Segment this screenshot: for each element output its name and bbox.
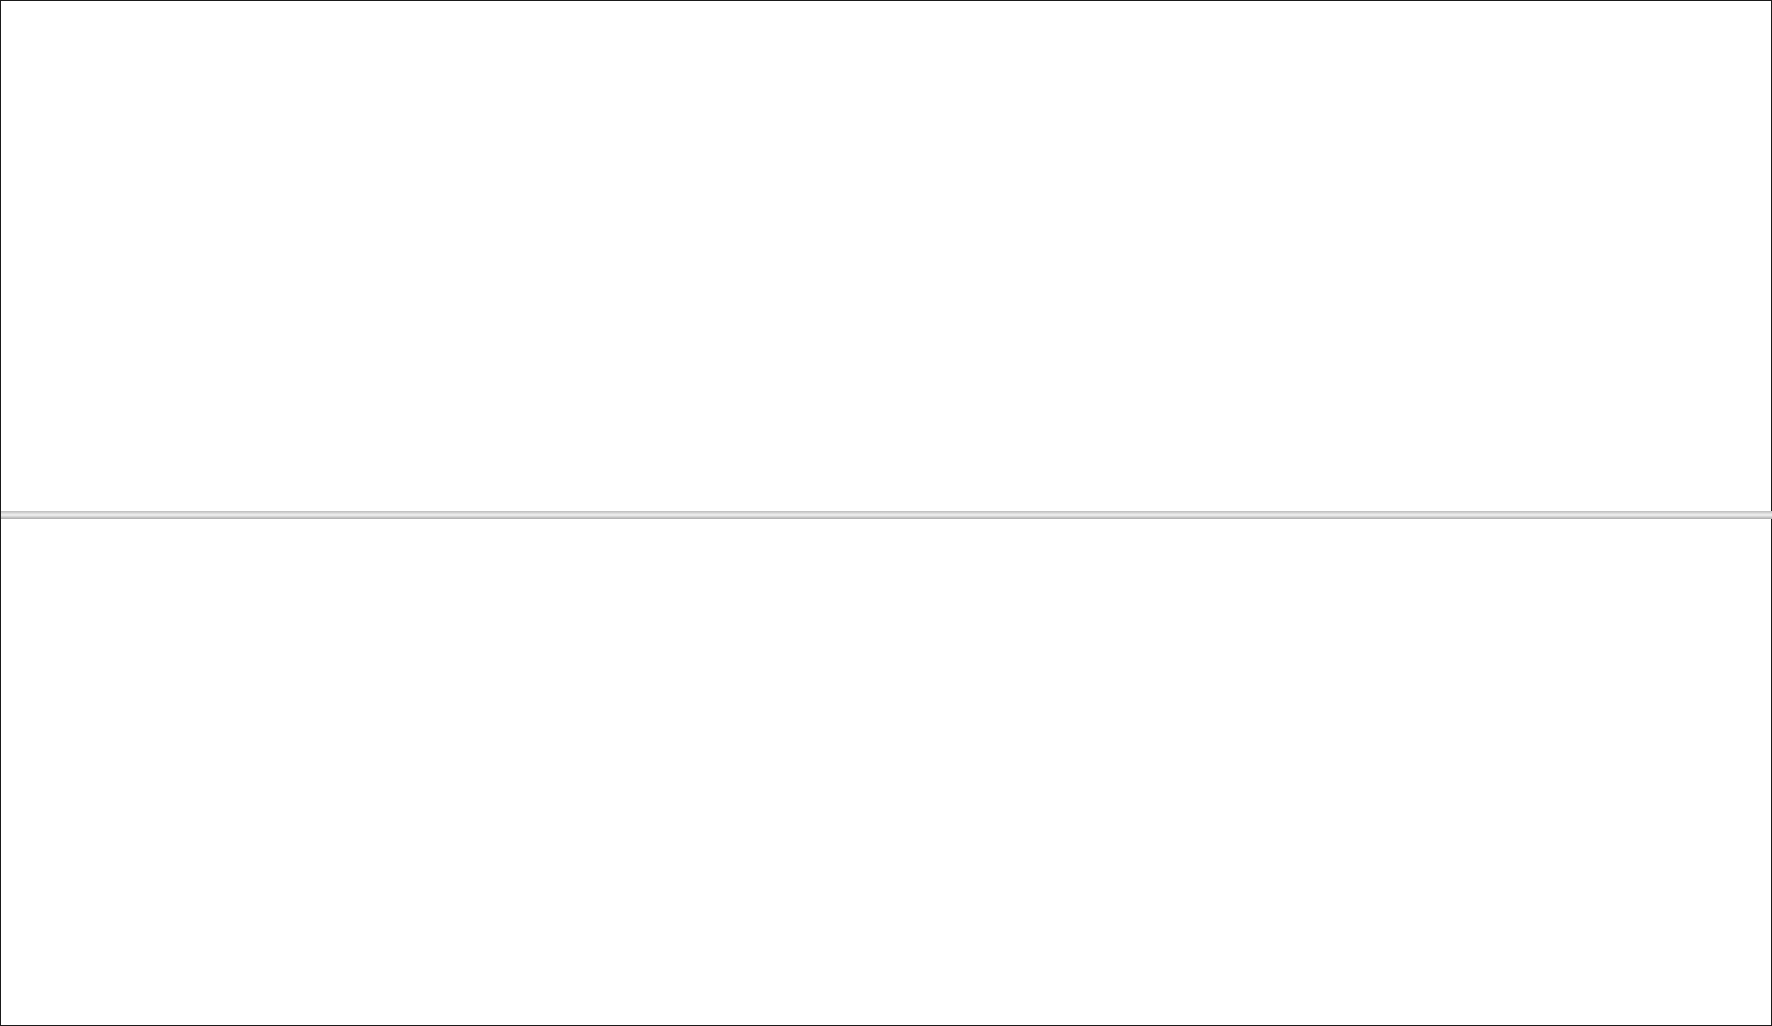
binding-wire: [1, 511, 1772, 519]
spiral-binding: [1, 471, 1772, 555]
